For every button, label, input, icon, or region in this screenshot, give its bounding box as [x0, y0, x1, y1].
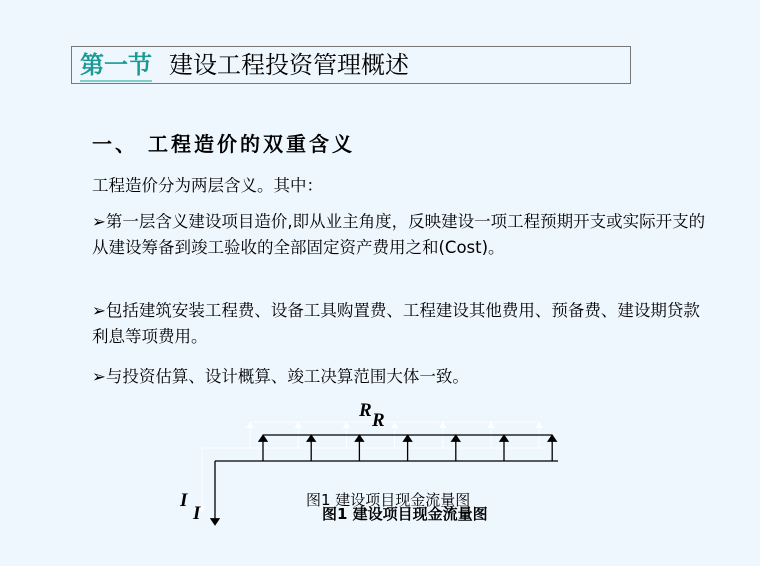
figure-caption: 图1 建设项目现金流量图: [306, 491, 471, 509]
arrow-bullet-icon: ➢: [92, 212, 106, 231]
figure-caption-overlay: 图1 建设项目现金流量图: [322, 505, 488, 523]
bullet-text: 第一层含义建设项目造价,即从业主角度，反映建设一项工程预期开支或实际开支的从建设筹备到竣工验收的全部固定资产费用之和(Cost)。: [92, 212, 706, 257]
arrow-bullet-icon: ➢: [92, 367, 106, 386]
slide-title: 建设工程投资管理概述: [169, 51, 409, 79]
section-number: 第一节: [80, 50, 152, 82]
arrow-bullet-icon: ➢: [92, 301, 106, 320]
bullet-text: 与投资估算、设计概算、竣工决算范围大体一致。: [105, 367, 469, 386]
intro-text: 工程造价分为两层含义。其中：: [92, 176, 323, 195]
label-r-shadow: R: [372, 410, 385, 431]
bullet-text: 包括建筑安装工程费、设备工具购置费、工程建设其他费用、预备费、建设期贷款利息等项费用。: [92, 301, 700, 346]
section-heading: 一、 工程造价的双重含义: [92, 132, 355, 156]
label-r: R: [359, 400, 372, 421]
label-i: I: [180, 490, 188, 511]
label-i-shadow: I: [193, 503, 201, 524]
